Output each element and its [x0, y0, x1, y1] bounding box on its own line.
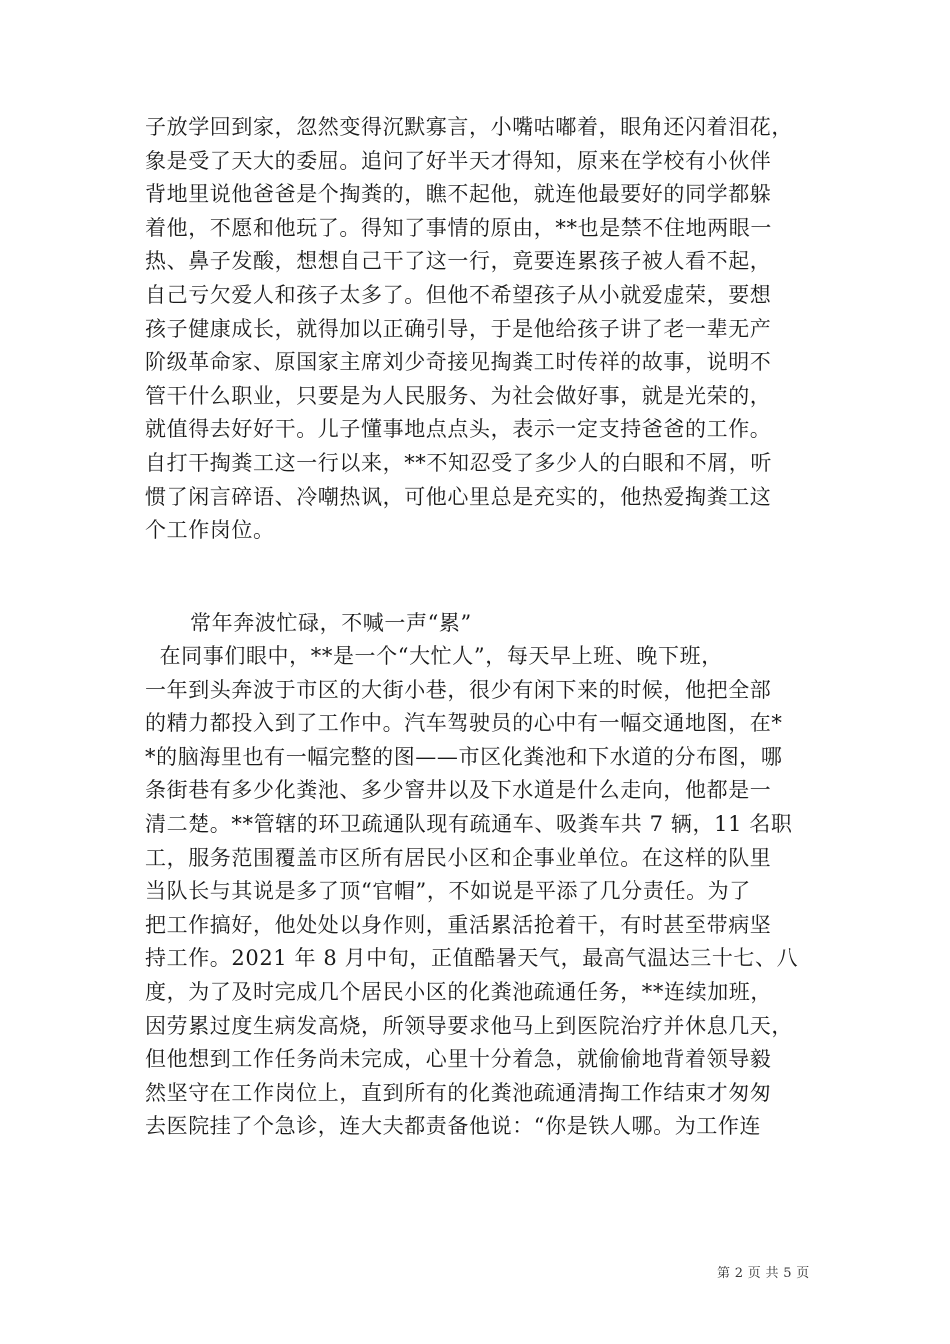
text-line: 象是受了天大的委屈。追问了好半天才得知，原来在学校有小伙伴 — [145, 148, 772, 173]
text-line: 自打干掏粪工这一行以来，**不知忍受了多少人的白眼和不屑，听 — [145, 450, 772, 475]
text-line: 阶级革命家、原国家主席刘少奇接见掏粪工时传祥的故事，说明不 — [145, 350, 772, 375]
text-line: 度，为了及时完成几个居民小区的化粪池疏通任务，**连续加班， — [145, 979, 772, 1004]
section-heading: 常年奔波忙碌，不喊一声“累” — [190, 611, 472, 635]
text-line: 管干什么职业，只要是为人民服务、为社会做好事，就是光荣的， — [145, 383, 772, 408]
paragraph-1 — [145, 111, 810, 548]
text-line: 因劳累过度生病发高烧，所领导要求他马上到医院治疗并休息几天， — [145, 1013, 793, 1038]
text-line: 子放学回到家，忽然变得沉默寡言，小嘴咕嘟着，眼角还闪着泪花， — [145, 115, 793, 139]
page-indicator: 第 2 页 共 5 页 — [717, 1266, 810, 1281]
text-line: 就值得去好好干。儿子懂事地点点头，表示一定支持爸爸的工作。 — [145, 417, 772, 442]
text-line: 惯了闲言碎语、冷嘲热讽，可他心里总是充实的，他热爱掏粪工这 — [145, 484, 772, 509]
text-line: 自己亏欠爱人和孩子太多了。但他不希望孩子从小就爱虚荣，要想 — [145, 282, 772, 307]
text-line: 在同事们眼中，**是一个“大忙人”，每天早上班、晚下班， — [145, 644, 723, 668]
text-line: 清二楚。**管辖的环卫疏通队现有疏通车、吸粪车共 7 辆，11 名职 — [145, 811, 793, 836]
text-line: 一年到头奔波于市区的大街小巷，很少有闲下来的时候，他把全部 — [145, 677, 772, 702]
text-line: 但他想到工作任务尚未完成，心里十分着急，就偷偷地背着领导毅 — [145, 1047, 772, 1072]
paragraph-2 — [145, 640, 810, 1144]
text-line: 个工作岗位。 — [145, 518, 275, 543]
text-line: *的脑海里也有一幅完整的图——市区化粪池和下水道的分布图，哪 — [145, 744, 783, 769]
text-line: 背地里说他爸爸是个掏粪的，瞧不起他，就连他最要好的同学都躲 — [145, 182, 772, 207]
text-line: 热、鼻子发酸，想想自己干了这一行，竟要连累孩子被人看不起， — [145, 249, 772, 274]
text-line: 的精力都投入到了工作中。汽车驾驶员的心中有一幅交通地图，在* — [145, 711, 783, 736]
text-line: 工，服务范围覆盖市区所有居民小区和企事业单位。在这样的队里 — [145, 845, 772, 870]
text-line: 孩子健康成长，就得加以正确引导，于是他给孩子讲了老一辈无产 — [145, 316, 772, 341]
text-line: 然坚守在工作岗位上，直到所有的化粪池疏通清掏工作结束才匆匆 — [145, 1080, 772, 1105]
text-line: 条街巷有多少化粪池、多少窨井以及下水道是什么走向，他都是一 — [145, 778, 772, 803]
text-line: 去医院挂了个急诊，连大夫都责备他说：“你是铁人哪。为工作连 — [145, 1114, 762, 1139]
text-line: 把工作搞好，他处处以身作则，重活累活抢着干，有时甚至带病坚 — [145, 912, 772, 937]
text-line: 着他，不愿和他玩了。得知了事情的原由，**也是禁不住地两眼一 — [145, 215, 772, 240]
text-line: 当队长与其说是多了顶“官帽”，不如说是平添了几分责任。为了 — [145, 879, 751, 904]
text-line: 持工作。2021 年 8 月中旬，正值酷暑天气，最高气温达三十七、八 — [145, 946, 799, 971]
